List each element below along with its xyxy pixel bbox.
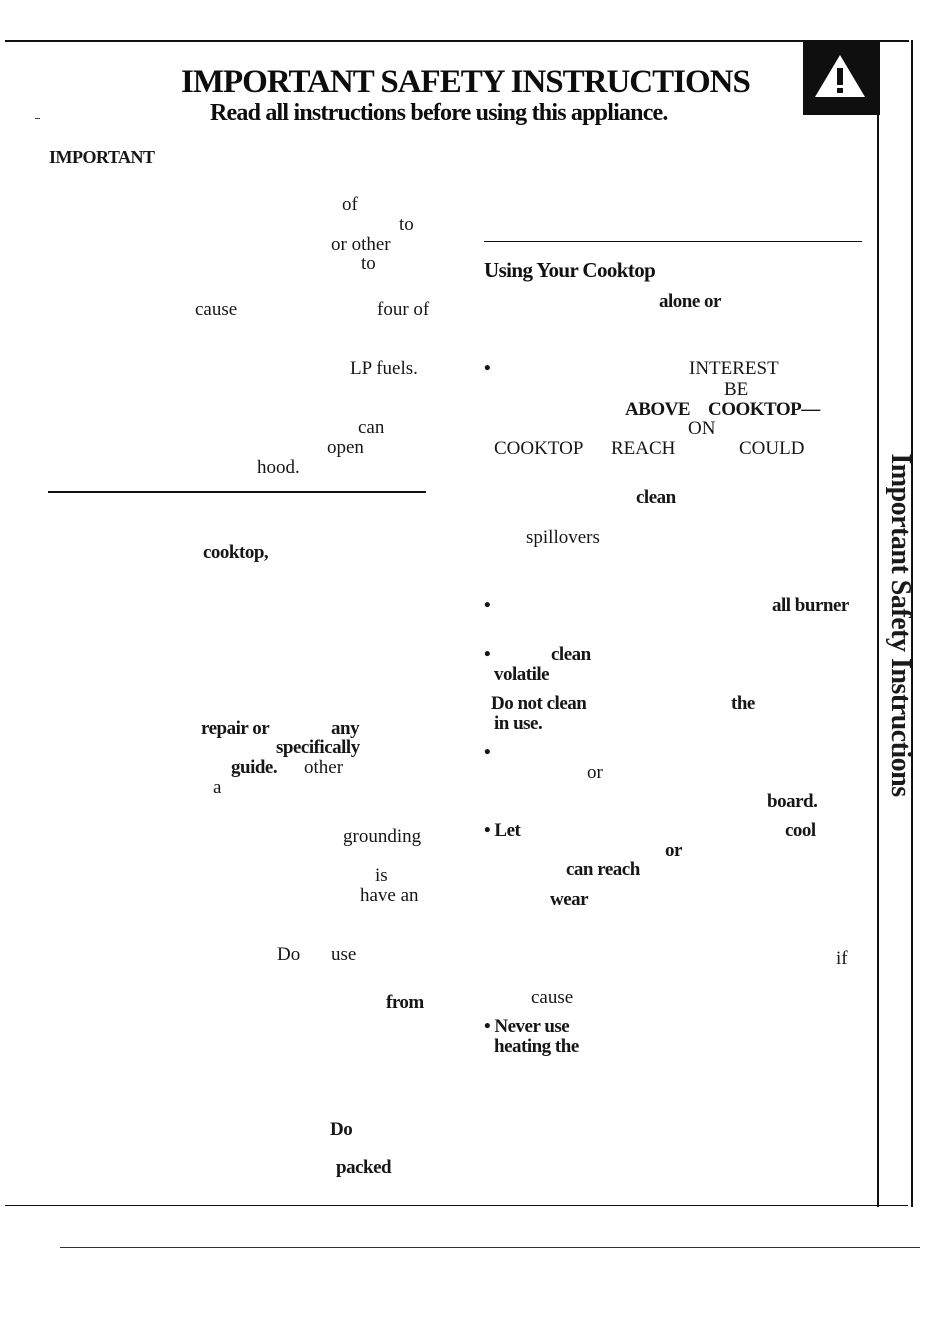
top-rule: [5, 40, 909, 42]
bullet: •: [484, 358, 491, 379]
text-fragment: if: [836, 948, 848, 969]
text-fragment: wear: [550, 889, 589, 910]
text-fragment: • Never use: [484, 1016, 570, 1037]
text-fragment: • Let: [484, 820, 521, 841]
bullet: •: [484, 595, 491, 616]
text-fragment: LP fuels.: [350, 358, 418, 379]
text-fragment: alone or: [659, 291, 721, 312]
text-fragment: cause: [531, 987, 574, 1008]
text-fragment: REACH: [611, 438, 676, 459]
text-fragment: in use.: [494, 713, 543, 734]
text-fragment: cooktop,: [203, 542, 269, 563]
text-fragment: to: [399, 214, 414, 235]
text-fragment: is: [375, 865, 388, 886]
margin-mark: [35, 118, 40, 119]
text-fragment: Do not clean: [491, 693, 587, 714]
left-section-rule: [48, 491, 426, 493]
text-fragment: from: [386, 992, 424, 1013]
text-fragment: heating the: [494, 1036, 579, 1057]
text-fragment: use: [331, 944, 357, 965]
page-subtitle: Read all instructions before using this appliance.: [210, 100, 668, 126]
text-fragment: or other: [331, 234, 391, 255]
text-fragment: the: [731, 693, 755, 714]
text-fragment: COOKTOP: [494, 438, 584, 459]
text-fragment: any: [331, 718, 360, 739]
text-fragment: volatile: [494, 664, 550, 685]
text-fragment: INTEREST: [689, 358, 779, 379]
warning-triangle-icon: [813, 53, 867, 99]
text-fragment: ABOVE: [625, 399, 691, 420]
text-fragment: have an: [360, 885, 419, 906]
right-section-rule: [484, 241, 862, 242]
text-fragment: or: [587, 762, 603, 783]
footer-rule: [60, 1247, 920, 1248]
text-fragment: clean: [551, 644, 591, 665]
text-fragment: can: [358, 417, 385, 438]
text-fragment: to: [361, 253, 376, 274]
text-fragment: cause: [195, 299, 238, 320]
text-fragment: Do: [277, 944, 301, 965]
text-fragment: cool: [785, 820, 816, 841]
text-fragment: or: [665, 840, 682, 861]
text-fragment: packed: [336, 1157, 392, 1178]
text-fragment: specifically: [276, 737, 360, 758]
sidebar-rule: [877, 40, 879, 1207]
text-fragment: repair or: [201, 718, 270, 739]
text-fragment: clean: [636, 487, 676, 508]
text-fragment: grounding: [343, 826, 422, 847]
page-title: IMPORTANT SAFETY INSTRUCTIONS: [181, 64, 750, 100]
side-tab-label: Important Safety Instructions: [885, 453, 916, 797]
warning-badge: [803, 41, 880, 115]
text-fragment: of: [342, 194, 358, 215]
bullet: •: [484, 742, 491, 763]
section-heading: Using Your Cooktop: [484, 258, 656, 282]
text-fragment: open: [327, 437, 364, 458]
text-fragment: COULD: [739, 438, 805, 459]
text-fragment: BE: [724, 379, 749, 400]
text-fragment: ON: [688, 418, 716, 439]
important-label: IMPORTANT: [49, 147, 155, 167]
text-fragment: guide.: [231, 757, 278, 778]
bullet: •: [484, 644, 491, 665]
text-fragment: board.: [767, 791, 818, 812]
text-fragment: can reach: [566, 859, 640, 880]
text-fragment: spillovers: [526, 527, 600, 548]
bottom-rule: [5, 1205, 908, 1206]
text-fragment: other: [304, 757, 344, 778]
text-fragment: four of: [377, 299, 430, 320]
text-fragment: Do: [330, 1119, 353, 1140]
text-fragment: all burner: [772, 595, 849, 616]
text-fragment: a: [213, 777, 222, 798]
text-fragment: COOKTOP—: [708, 399, 820, 420]
text-fragment: hood.: [257, 457, 300, 478]
